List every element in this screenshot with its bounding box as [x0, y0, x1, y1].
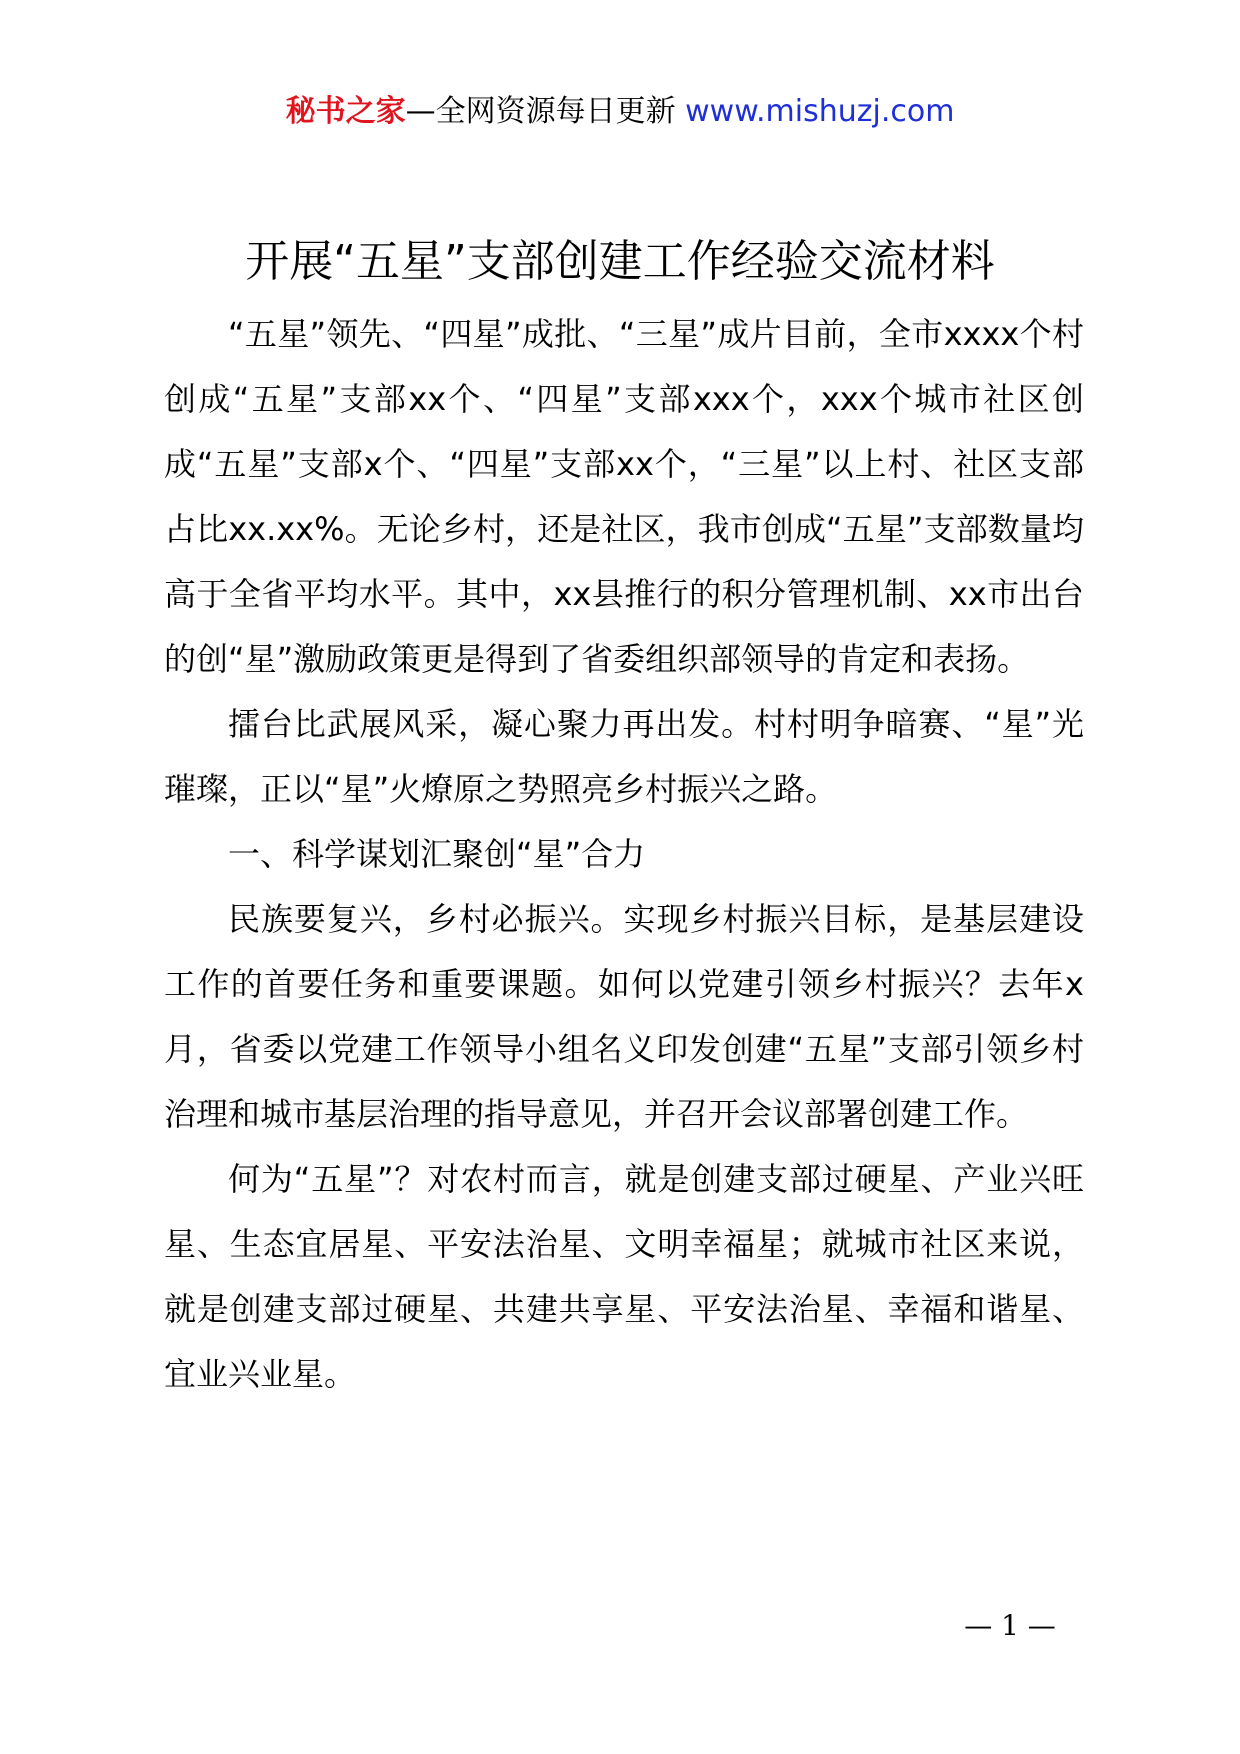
site-url-link[interactable]: www.mishuzj.com — [685, 94, 955, 129]
document-body — [164, 302, 1084, 1407]
paragraph-1: “五星”领先、“四星”成批、“三星”成片目前，全市xxxx个村创成“五星”支部xx个、“四星”支部xxx个，xxx个城市社区创成“五星”支部x个、“四星”支部xx个，“三星”以上村、社区支部占比xx.xx%。无论乡村，还是社区，我市创成“五星”支部数量均高于全省平均水平。其中，xx县推行的积分管理机制、xx市出台的创“星”激励政策更是得到了省委组织部领导的肯定和表扬。 — [164, 315, 1084, 678]
paragraph-4: 何为“五星”？对农村而言，就是创建支部过硬星、产业兴旺星、生态宜居星、平安法治星、文明幸福星；就城市社区来说，就是创建支部过硬星、共建共享星、平安法治星、幸福和谐星、宜业兴业星。 — [164, 1160, 1084, 1393]
document-title: 开展“五星”支部创建工作经验交流材料 — [245, 236, 995, 287]
header-slogan: —全网资源每日更新 — [405, 94, 676, 129]
page-number: — 1 — — [964, 1609, 1056, 1642]
paragraph-2: 擂台比武展风采，凝心聚力再出发。村村明争暗赛、“星”光璀璨，正以“星”火燎原之势照亮乡村振兴之路。 — [164, 705, 1084, 808]
paragraph-3: 民族要复兴，乡村必振兴。实现乡村振兴目标，是基层建设工作的首要任务和重要课题。如何以党建引领乡村振兴？去年x月，省委以党建工作领导小组名义印发创建“五星”支部引领乡村治理和城市基层治理的指导意见，并召开会议部署创建工作。 — [164, 900, 1084, 1133]
brand-name: 秘书之家 — [285, 94, 406, 129]
section-heading-1: 一、科学谋划汇聚创“星”合力 — [228, 835, 646, 873]
site-header — [0, 92, 1240, 132]
